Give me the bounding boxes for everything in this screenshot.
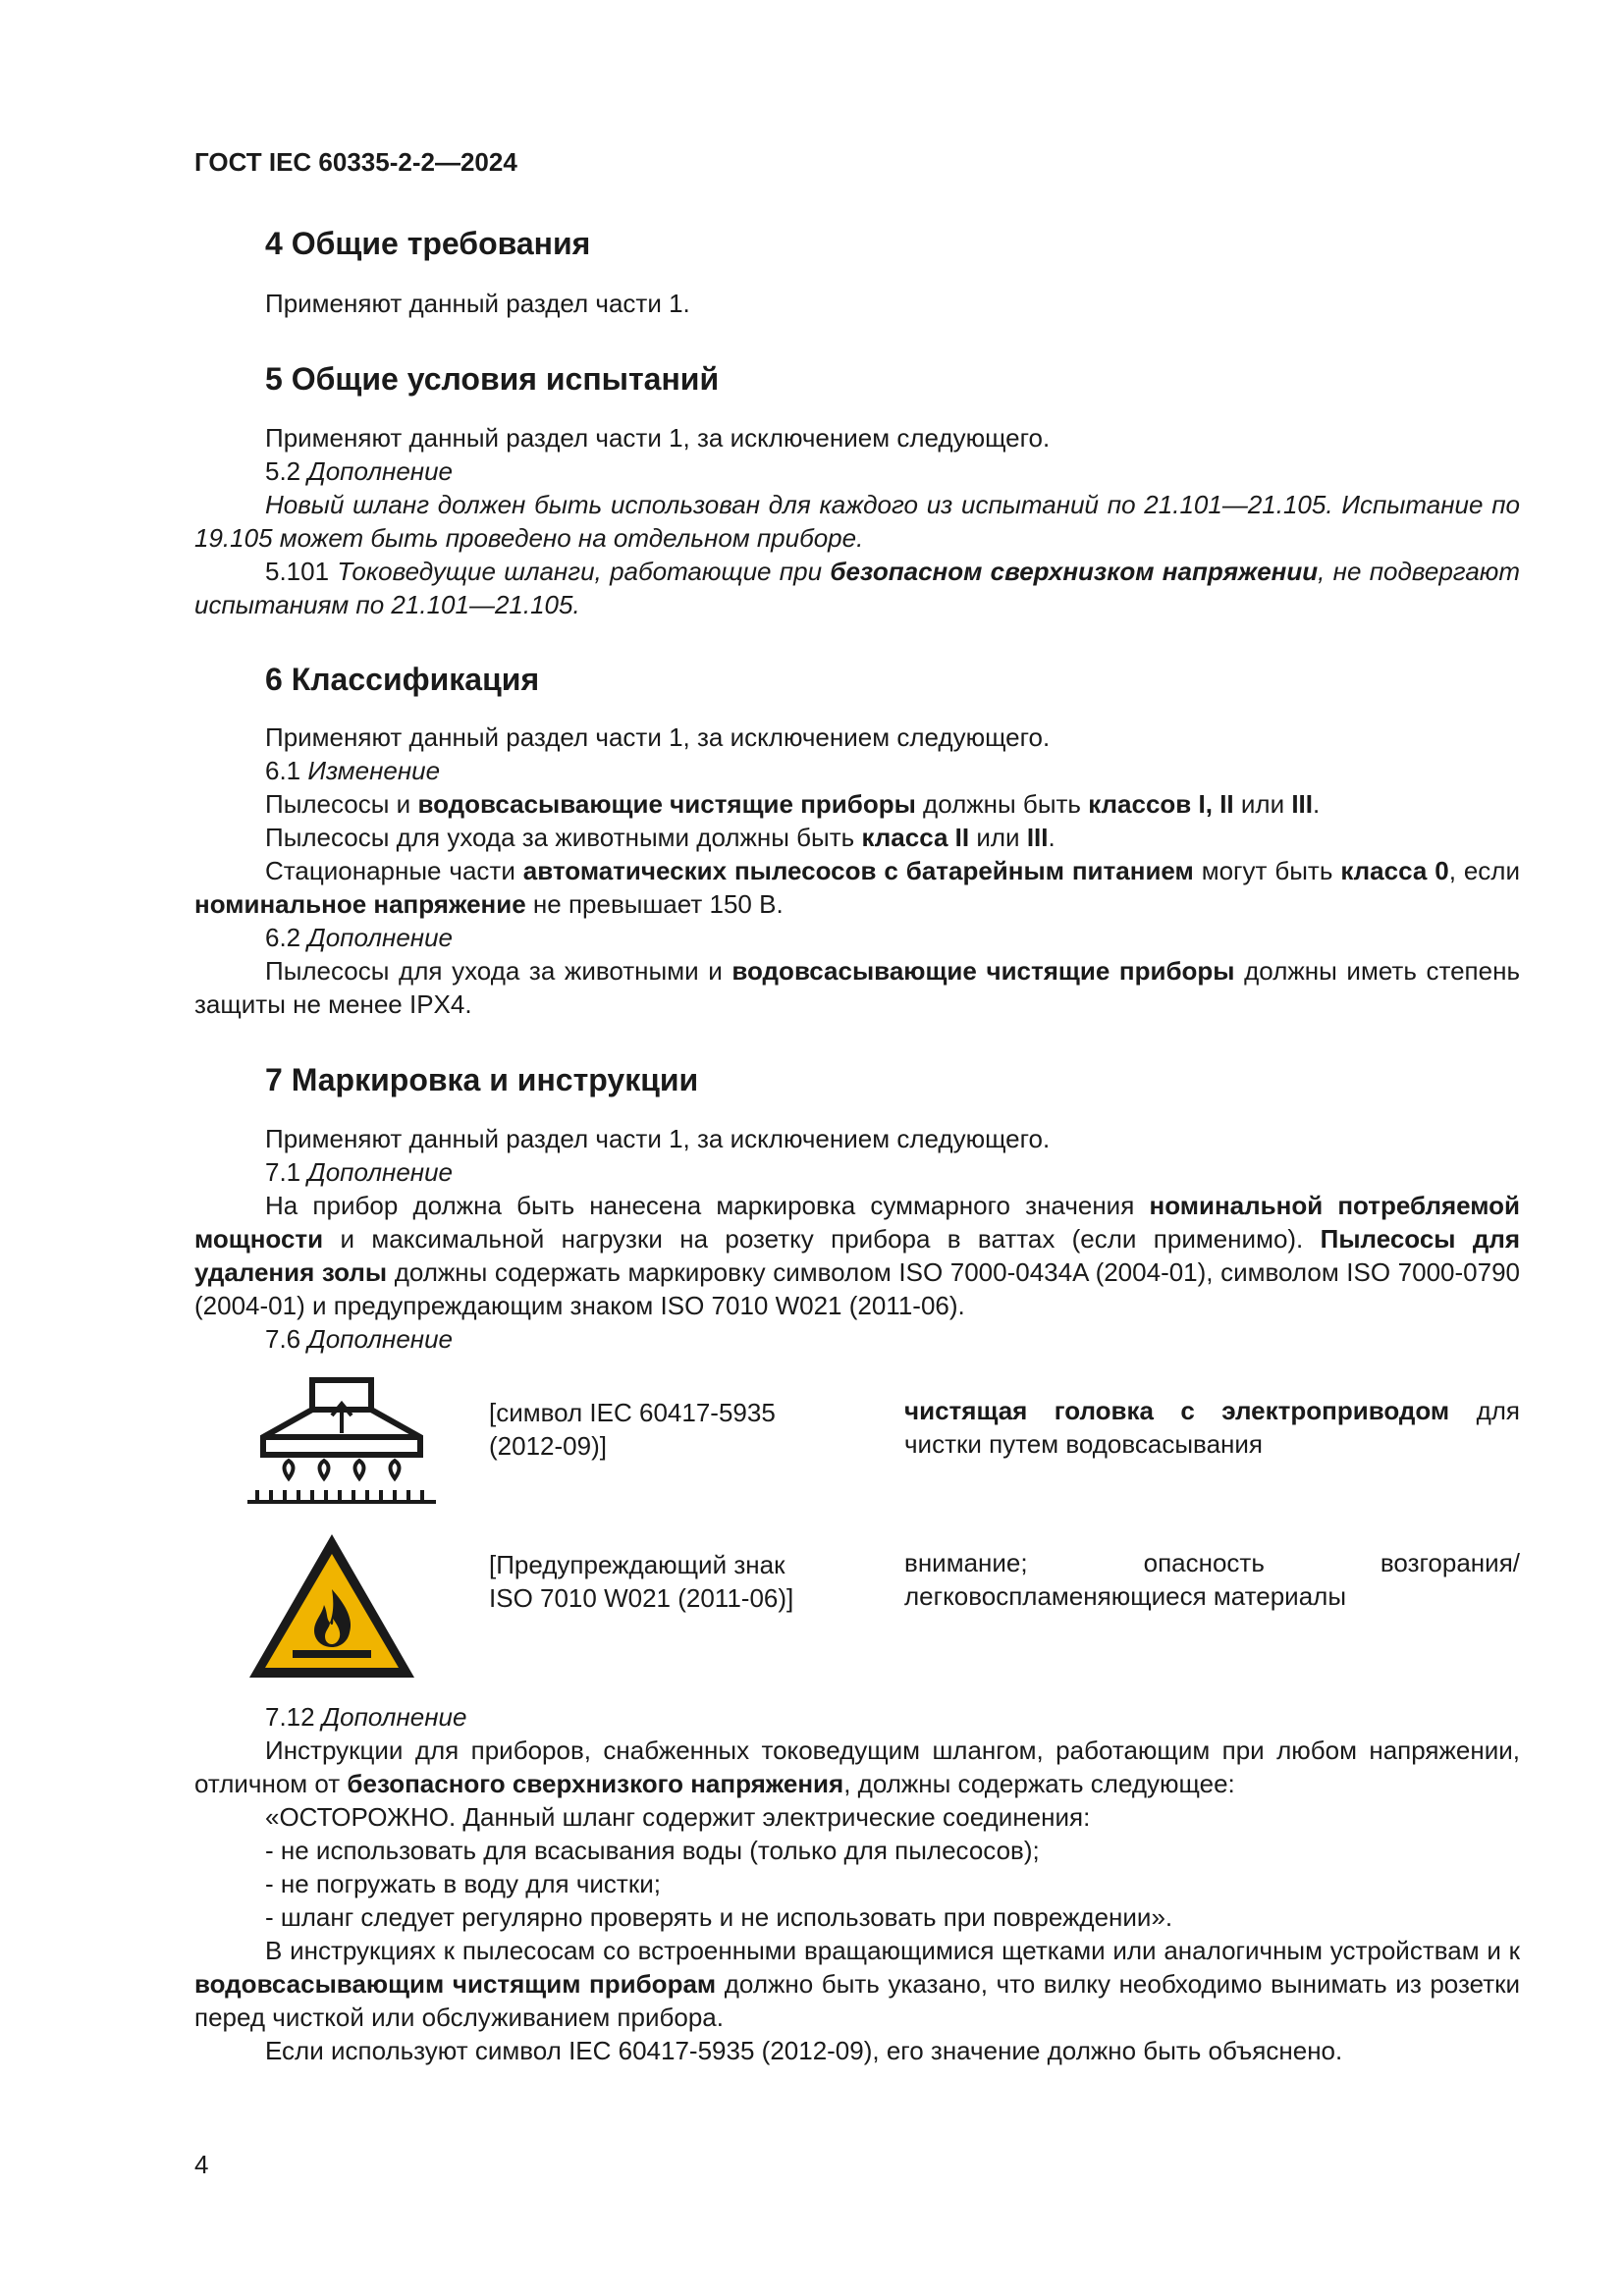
clause-6-2-text: Пылесосы для ухода за животными и водовсасывающие чистящие приборы должны иметь степень защиты не менее IPX4. bbox=[194, 956, 1521, 1019]
clause-6-1-heading: 6.1 Изменение bbox=[265, 756, 441, 785]
document-header: ГОСТ IEC 60335-2-2—2024 bbox=[194, 147, 517, 177]
clause-5-2-text: Новый шланг должен быть использован для каждого из испытаний по 21.101—21.105. Испытание по 19.105 может быть проведено на отдельном приборе. bbox=[194, 490, 1520, 553]
section-5-body bbox=[194, 421, 1520, 621]
section-7-body bbox=[194, 1122, 1520, 1356]
flammable-warning-icon bbox=[244, 1528, 420, 1690]
page-number: 4 bbox=[194, 2150, 209, 2179]
clause-6-1-line-1: Пылесосы и водовсасывающие чистящие приборы должны быть классов I, II или III. bbox=[265, 789, 1321, 819]
symbol-row-cleaning-head bbox=[194, 1376, 1520, 1528]
symbol-1-reference: [символ IEC 60417-5935 (2012-09)] bbox=[489, 1398, 776, 1461]
symbols-table bbox=[194, 1376, 1520, 1705]
clause-7-12-last: Если используют символ IEC 60417-5935 (2012-09), его значение должно быть объяснено. bbox=[265, 2036, 1343, 2065]
clause-7-1-text: На прибор должна быть нанесена маркировка суммарного значения номинальной потребляемой мощности и максимальной нагрузки на розетку прибора в ваттах (если применимо). Пылесосы для удаления золы должны содержать маркировку символом ISO 7000-0434A (2004-01), символом ISO 7000-0790 (2004-01) и предупреждающим знаком ISO 7010 W021 (2011-06). bbox=[194, 1191, 1521, 1320]
clause-7-12 bbox=[194, 1700, 1520, 2067]
clause-7-12-brushes: В инструкциях к пылесосам со встроенными вращающимися щетками или аналогичным устройствам и к водовсасывающим чистящим приборам должно быть указано, что вилку необходимо вынимать из розетки перед чисткой или обслуживанием прибора. bbox=[194, 1936, 1520, 2032]
clause-6-1-line-3: Стационарные части автоматических пылесосов с батарейным питанием могут быть класса 0, если номинальное напряжение не превышает 150 В. bbox=[194, 856, 1520, 919]
symbol-1-description: чистящая головка с электроприводом для чистки путем водовсасывания bbox=[904, 1396, 1520, 1459]
clause-7-12-intro: Инструкции для приборов, снабженных токоведущим шлангом, работающим при любом напряжении, отличном от безопасного сверхнизкого напряжения, должны содержать следующее: bbox=[194, 1735, 1520, 1798]
section-6-title: 6 Классификация bbox=[265, 662, 540, 697]
list-item: - шланг следует регулярно проверять и не использовать при повреждении». bbox=[265, 1902, 1173, 1932]
clause-5-2-heading: 5.2 Дополнение bbox=[265, 456, 454, 486]
warning-text: «ОСТОРОЖНО. Данный шланг содержит электрические соединения: bbox=[265, 1802, 1091, 1832]
symbol-2-reference: [Предупреждающий знак ISO 7010 W021 (2011-06)] bbox=[489, 1550, 794, 1613]
list-item: - не погружать в воду для чистки; bbox=[265, 1869, 661, 1898]
clause-6-1-line-2: Пылесосы для ухода за животными должны быть класса II или III. bbox=[265, 823, 1056, 852]
section-7-intro: Применяют данный раздел части 1, за исключением следующего. bbox=[265, 1124, 1051, 1153]
section-6-intro: Применяют данный раздел части 1, за исключением следующего. bbox=[265, 722, 1051, 752]
section-5-intro: Применяют данный раздел части 1, за исключением следующего. bbox=[265, 423, 1051, 453]
clause-5-101: 5.101 Токоведущие шланги, работающие при безопасном сверхнизком напряжении, не подвергают испытаниям по 21.101—21.105. bbox=[194, 557, 1521, 619]
section-4-paragraph: Применяют данный раздел части 1. bbox=[265, 289, 690, 318]
section-4-title: 4 Общие требования bbox=[265, 226, 591, 261]
section-5-title: 5 Общие условия испытаний bbox=[265, 361, 720, 397]
section-6-body bbox=[194, 721, 1520, 1021]
list-item: - не использовать для всасывания воды (только для пылесосов); bbox=[265, 1836, 1040, 1865]
symbol-row-flammable bbox=[194, 1528, 1520, 1705]
clause-7-12-heading: 7.12 Дополнение bbox=[265, 1702, 467, 1732]
symbol-2-description: внимание; опасность возгорания/легковоспламеняющиеся материалы bbox=[904, 1548, 1520, 1611]
section-7-title: 7 Маркировка и инструкции bbox=[265, 1062, 699, 1097]
clause-7-1-heading: 7.1 Дополнение bbox=[265, 1157, 454, 1187]
powered-cleaning-head-icon bbox=[244, 1376, 440, 1514]
clause-6-2-heading: 6.2 Дополнение bbox=[265, 923, 454, 952]
clause-7-6-heading: 7.6 Дополнение bbox=[265, 1324, 454, 1354]
